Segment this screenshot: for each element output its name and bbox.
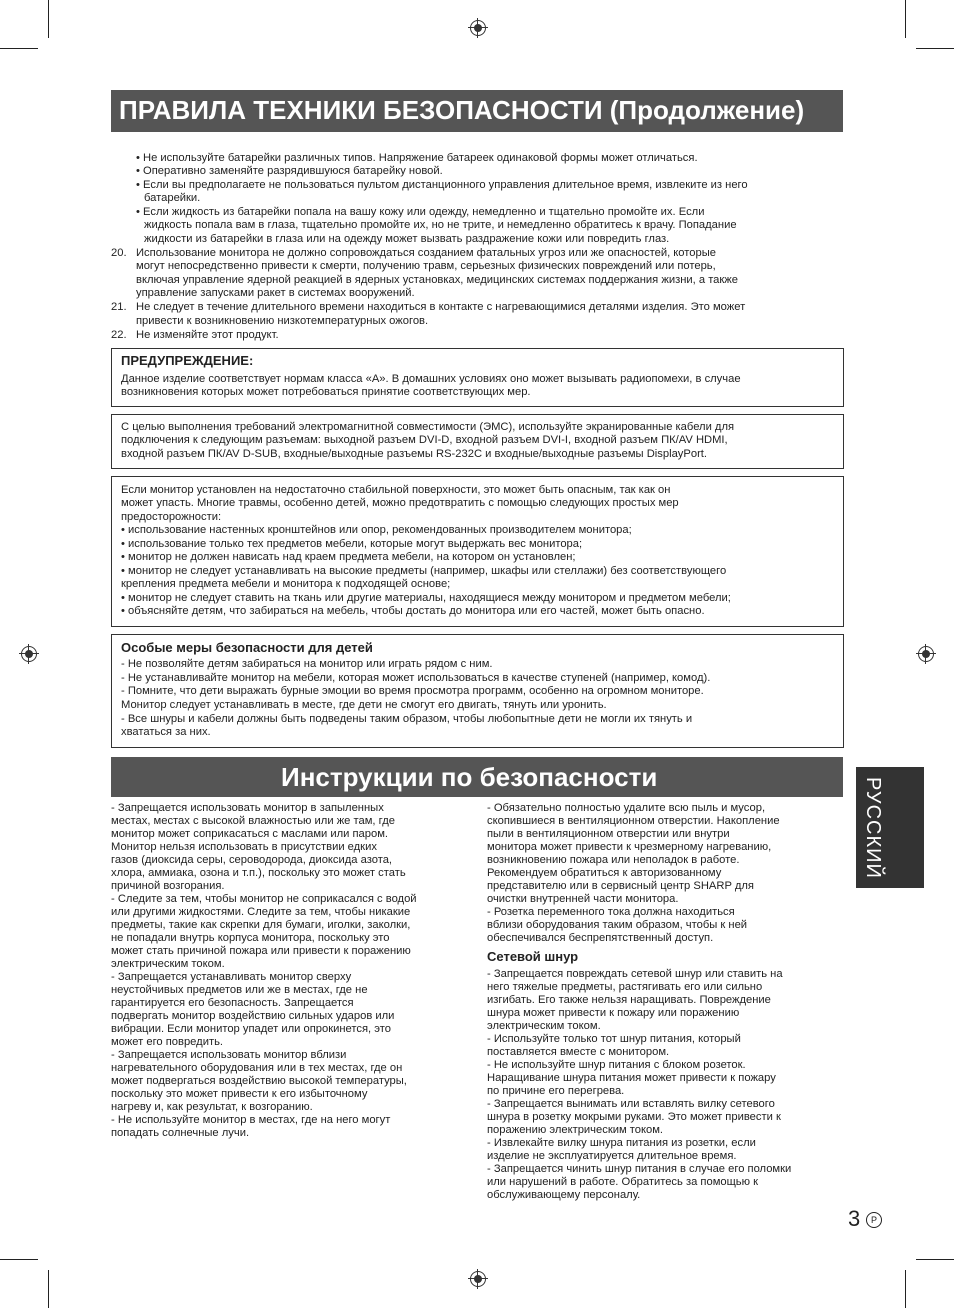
item-text: управление запусками ракет в системах вооружений. [136, 287, 415, 299]
text-line: изгибать. Его также нельзя наращивать. Повреждение [487, 994, 771, 1006]
item-text: Не следует в течение длительного времени находиться в контакте с нагревающимися деталями изделия. Это может [136, 301, 746, 313]
text-line: - Запрещается устанавливать монитор сверху [111, 971, 352, 983]
text-line: Рекомендуем обратиться к авторизованному [487, 867, 722, 879]
stability-text: • монитор не должен нависать над краем предмета мебели, на котором он установлен; [121, 551, 576, 563]
text-line: обеспечивался беспрепятственный доступ. [487, 932, 714, 944]
text-line: поражению электрическим током. [487, 1124, 664, 1136]
warning-text: возникновения которых может потребоваться принятие соответствующих мер. [121, 386, 531, 398]
language-mark-icon: P [866, 1212, 882, 1228]
text-line: подвергать монитор воздействию сильных ударов или [111, 1010, 395, 1022]
text-line: - Розетка переменного тока должна находиться [487, 906, 735, 918]
stability-text: предосторожности: [121, 511, 222, 523]
section-title: Инструкции по безопасности [281, 762, 658, 792]
text-line: может его повредить. [111, 1036, 223, 1048]
section-title-bar [111, 90, 843, 132]
text-line: Монитор нельзя использовать в присутствии едких [111, 841, 377, 853]
text-line: - Запрещается вынимать или вставлять вилку сетевого [487, 1098, 775, 1110]
text-line: неустойчивых предметов или же в местах, где не [111, 984, 368, 996]
stability-text: может упасть. Многие травмы, особенно детей, можно предотвратить с помощью следующих простых мер [121, 497, 679, 509]
item-text: могут непосредственно привести к смерти, получению травм, серьезных физических повреждений или потерь, [136, 260, 716, 272]
text-line: местах, местах с высокой влажностью или же там, где [111, 815, 395, 827]
emc-text: подключения к следующим разъемам: выходной разъем DVI-D, входной разъем DVI-I, входной разъем ПК/AV HDMI, [121, 434, 728, 446]
bullet-line: жидкость попала вам в глаза, тщательно промойте их, но не трите, и немедленно обратитесь к врачу. Попадание [144, 219, 737, 231]
crop-mark [905, 0, 906, 38]
text-line: Наращивание шнура питания может привести к пожару [487, 1072, 776, 1084]
text-line: - Не используйте шнур питания с блоком розеток. [487, 1059, 746, 1071]
text-line: - Не используйте монитор в местах, где на него могут [111, 1114, 391, 1126]
stability-text: • монитор не следует ставить на ткань или другие материалы, находящиеся между монитором и предметом мебели; [121, 592, 731, 604]
text-line: - Запрещается повреждать сетевой шнур или ставить на [487, 968, 783, 980]
stability-text: • монитор не следует устанавливать на высокие предметы (например, шкафы или стеллажи) без соответствующего [121, 565, 727, 577]
bullet-line: • Если жидкость из батарейки попала на вашу кожу или одежду, немедленно и тщательно промойте их. Если [136, 206, 705, 218]
stability-text: • использование настенных кронштейнов или опор, рекомендованных производителем монитора; [121, 524, 632, 536]
item-text: привести к возникновению низкотемпературных ожогов. [136, 315, 429, 327]
language-tab-label: РУССКИЙ [862, 777, 884, 879]
text-line: представителю или в сервисный центр SHARP для [487, 880, 754, 892]
crop-mark [0, 48, 38, 49]
crop-mark [916, 1259, 954, 1260]
text-line: изделие не эксплуатируется длительное время. [487, 1150, 737, 1162]
text-line: причиной возгорания. [111, 880, 225, 892]
title-text: ПРАВИЛА ТЕХНИКИ БЕЗОПАСНОСТИ [119, 95, 603, 125]
text-line: монитор может соприкасаться с маслами или паром. [111, 828, 389, 840]
text-line: скопившиеся в вентиляционном отверстии. Накопление [487, 815, 780, 827]
text-line: поскольку это может привести к его избыточному [111, 1088, 368, 1100]
item-text: Не изменяйте этот продукт. [136, 329, 279, 341]
children-heading: Особые меры безопасности для детей [121, 640, 373, 655]
text-line: хлора, аммиака, озона и т.п.), поскольку это может стать [111, 867, 406, 879]
bullet-line: • Оперативно заменяйте разрядившуюся батарейку новой. [136, 165, 443, 177]
text-line: очистки внутренней части монитора. [487, 893, 679, 905]
text-line: гарантируется его безопасность. Запрещается [111, 997, 354, 1009]
bullet-line: батарейки. [144, 192, 201, 204]
text-line: нагревательного оборудования или в тех местах, где он [111, 1062, 403, 1074]
text-line: - Запрещается использовать монитор в запыленных [111, 802, 384, 814]
children-text: - Помните, что дети выражать бурные эмоции во время просмотра программ, особенно на огромном мониторе. [121, 685, 704, 697]
registration-mark-icon [470, 20, 486, 36]
title-continuation: (Продолжение) [609, 95, 805, 125]
text-line: поставляется вместе с монитором. [487, 1046, 670, 1058]
item-number: 21. [111, 301, 127, 313]
text-line: шнура в розетку мокрыми руками. Это может привести к [487, 1111, 781, 1123]
text-line: электрическим током. [111, 958, 225, 970]
text-line: - Обязательно полностью удалите всю пыль и мусор, [487, 802, 766, 814]
text-line: пыли в вентиляционном отверстии или внутри [487, 828, 730, 840]
bullet-line: • Не используйте батарейки различных типов. Напряжение батареек одинаковой формы может отличаться. [136, 152, 698, 164]
item-number: 22. [111, 329, 127, 341]
crop-mark [0, 1259, 38, 1260]
cord-heading: Сетевой шнур [487, 949, 579, 964]
text-line: - Запрещается использовать монитор вблизи [111, 1049, 347, 1061]
text-line: электрическим током. [487, 1020, 601, 1032]
page-title [119, 95, 804, 126]
text-line: не попадали внутрь корпуса монитора, поскольку это [111, 932, 390, 944]
warning-heading: ПРЕДУПРЕЖДЕНИЕ: [121, 353, 254, 368]
children-text: Монитор следует устанавливать в месте, где дети не смогут его двигать, тянуть или уронить. [121, 699, 607, 711]
children-text: - Не позволяйте детям забираться на монитор или играть рядом с ним. [121, 658, 493, 670]
children-text: - Не устанавливайте монитор на мебели, которая может использоваться в качестве ступеней (например, комод). [121, 672, 711, 684]
emc-text: С целью выполнения требований электромагнитной совместимости (ЭМС), используйте экранированные кабели для [121, 421, 735, 433]
crop-mark [48, 0, 49, 38]
registration-mark-icon [470, 1271, 486, 1287]
text-line: вибрации. Если монитор упадет или опрокинется, это [111, 1023, 391, 1035]
text-line: монитора может привести к чрезмерному нагреванию, [487, 841, 772, 853]
item-text: включая управление ядерной реакцией в ядерных установках, медицинских системах поддержания жизни, а также [136, 274, 739, 286]
text-line: может стать причиной пожара или привести к поражению [111, 945, 411, 957]
language-tab [856, 767, 924, 888]
stability-text: крепления предмета мебели и монитора к подходящей основе; [121, 578, 451, 590]
text-line: вблизи оборудования таким образом, чтобы к ней [487, 919, 748, 931]
text-line: - Следите за тем, чтобы монитор не соприкасался с водой [111, 893, 417, 905]
crop-mark [905, 1270, 906, 1308]
text-line: попадать солнечные лучи. [111, 1127, 250, 1139]
text-line: или другими жидкостями. Следите за тем, чтобы никакие [111, 906, 411, 918]
text-line: - Запрещается чинить шнур питания в случае его поломки [487, 1163, 792, 1175]
crop-mark [48, 1270, 49, 1308]
text-line: шнура может привести к пожару или поражению [487, 1007, 740, 1019]
stability-text: Если монитор установлен на недостаточно стабильной поверхности, это может быть опасным, так как он [121, 484, 671, 496]
text-line: возникновению пожара или неполадок в работе. [487, 854, 740, 866]
crop-mark [916, 48, 954, 49]
bullet-line: жидкости из батарейки в глаза или на одежду может вызвать раздражение кожи или повредить глаз. [144, 233, 670, 245]
item-number: 20. [111, 247, 127, 259]
stability-text: • объясняйте детям, что забираться на мебель, чтобы достать до монитора или его частей, может быть опасно. [121, 605, 705, 617]
text-line: может подвергаться воздействию высокой температуры, [111, 1075, 407, 1087]
emc-text: входной разъем ПК/AV D-SUB, входные/выходные разъемы RS-232C и входные/выходные разъемы DisplayPort. [121, 448, 708, 460]
text-line: него тяжелые предметы, растягивать его или сильно [487, 981, 763, 993]
text-line: по причине его перегрева. [487, 1085, 625, 1097]
text-line: предметы, такие как скрепки для бумаги, иголки, заколки, [111, 919, 411, 931]
stability-text: • использование только тех предметов мебели, которые могут выдержать вес монитора; [121, 538, 583, 550]
registration-mark-icon [21, 646, 37, 662]
item-text: Использование монитора не должно сопровождаться созданием фатальных угроз или же опасностей, которые [136, 247, 716, 259]
text-line: или нарушений в работе. Обратитесь за помощью к [487, 1176, 759, 1188]
text-line: газов (диоксида серы, сероводорода, диоксида азота, [111, 854, 393, 866]
children-text: - Все шнуры и кабели должны быть подведены таким образом, чтобы любопытные дети не могли их тянуть и [121, 713, 693, 725]
section-title-bar [111, 757, 843, 797]
warning-text: Данное изделие соответствует нормам класса «A». В домашних условиях оно может вызывать радиопомехи, в случае [121, 373, 741, 385]
page-number: 3 [848, 1206, 861, 1231]
text-line: - Извлекайте вилку шнура питания из розетки, если [487, 1137, 756, 1149]
text-line: нагреву и, как результат, к возгоранию. [111, 1101, 313, 1113]
registration-mark-icon [918, 646, 934, 662]
bullet-line: • Если вы предполагаете не пользоваться пультом дистанционного управления длительное время, извлеките из него [136, 179, 748, 191]
children-text: хвататься за них. [121, 726, 211, 738]
text-line: обслуживающему персоналу. [487, 1189, 641, 1201]
text-line: - Используйте только тот шнур питания, который [487, 1033, 741, 1045]
